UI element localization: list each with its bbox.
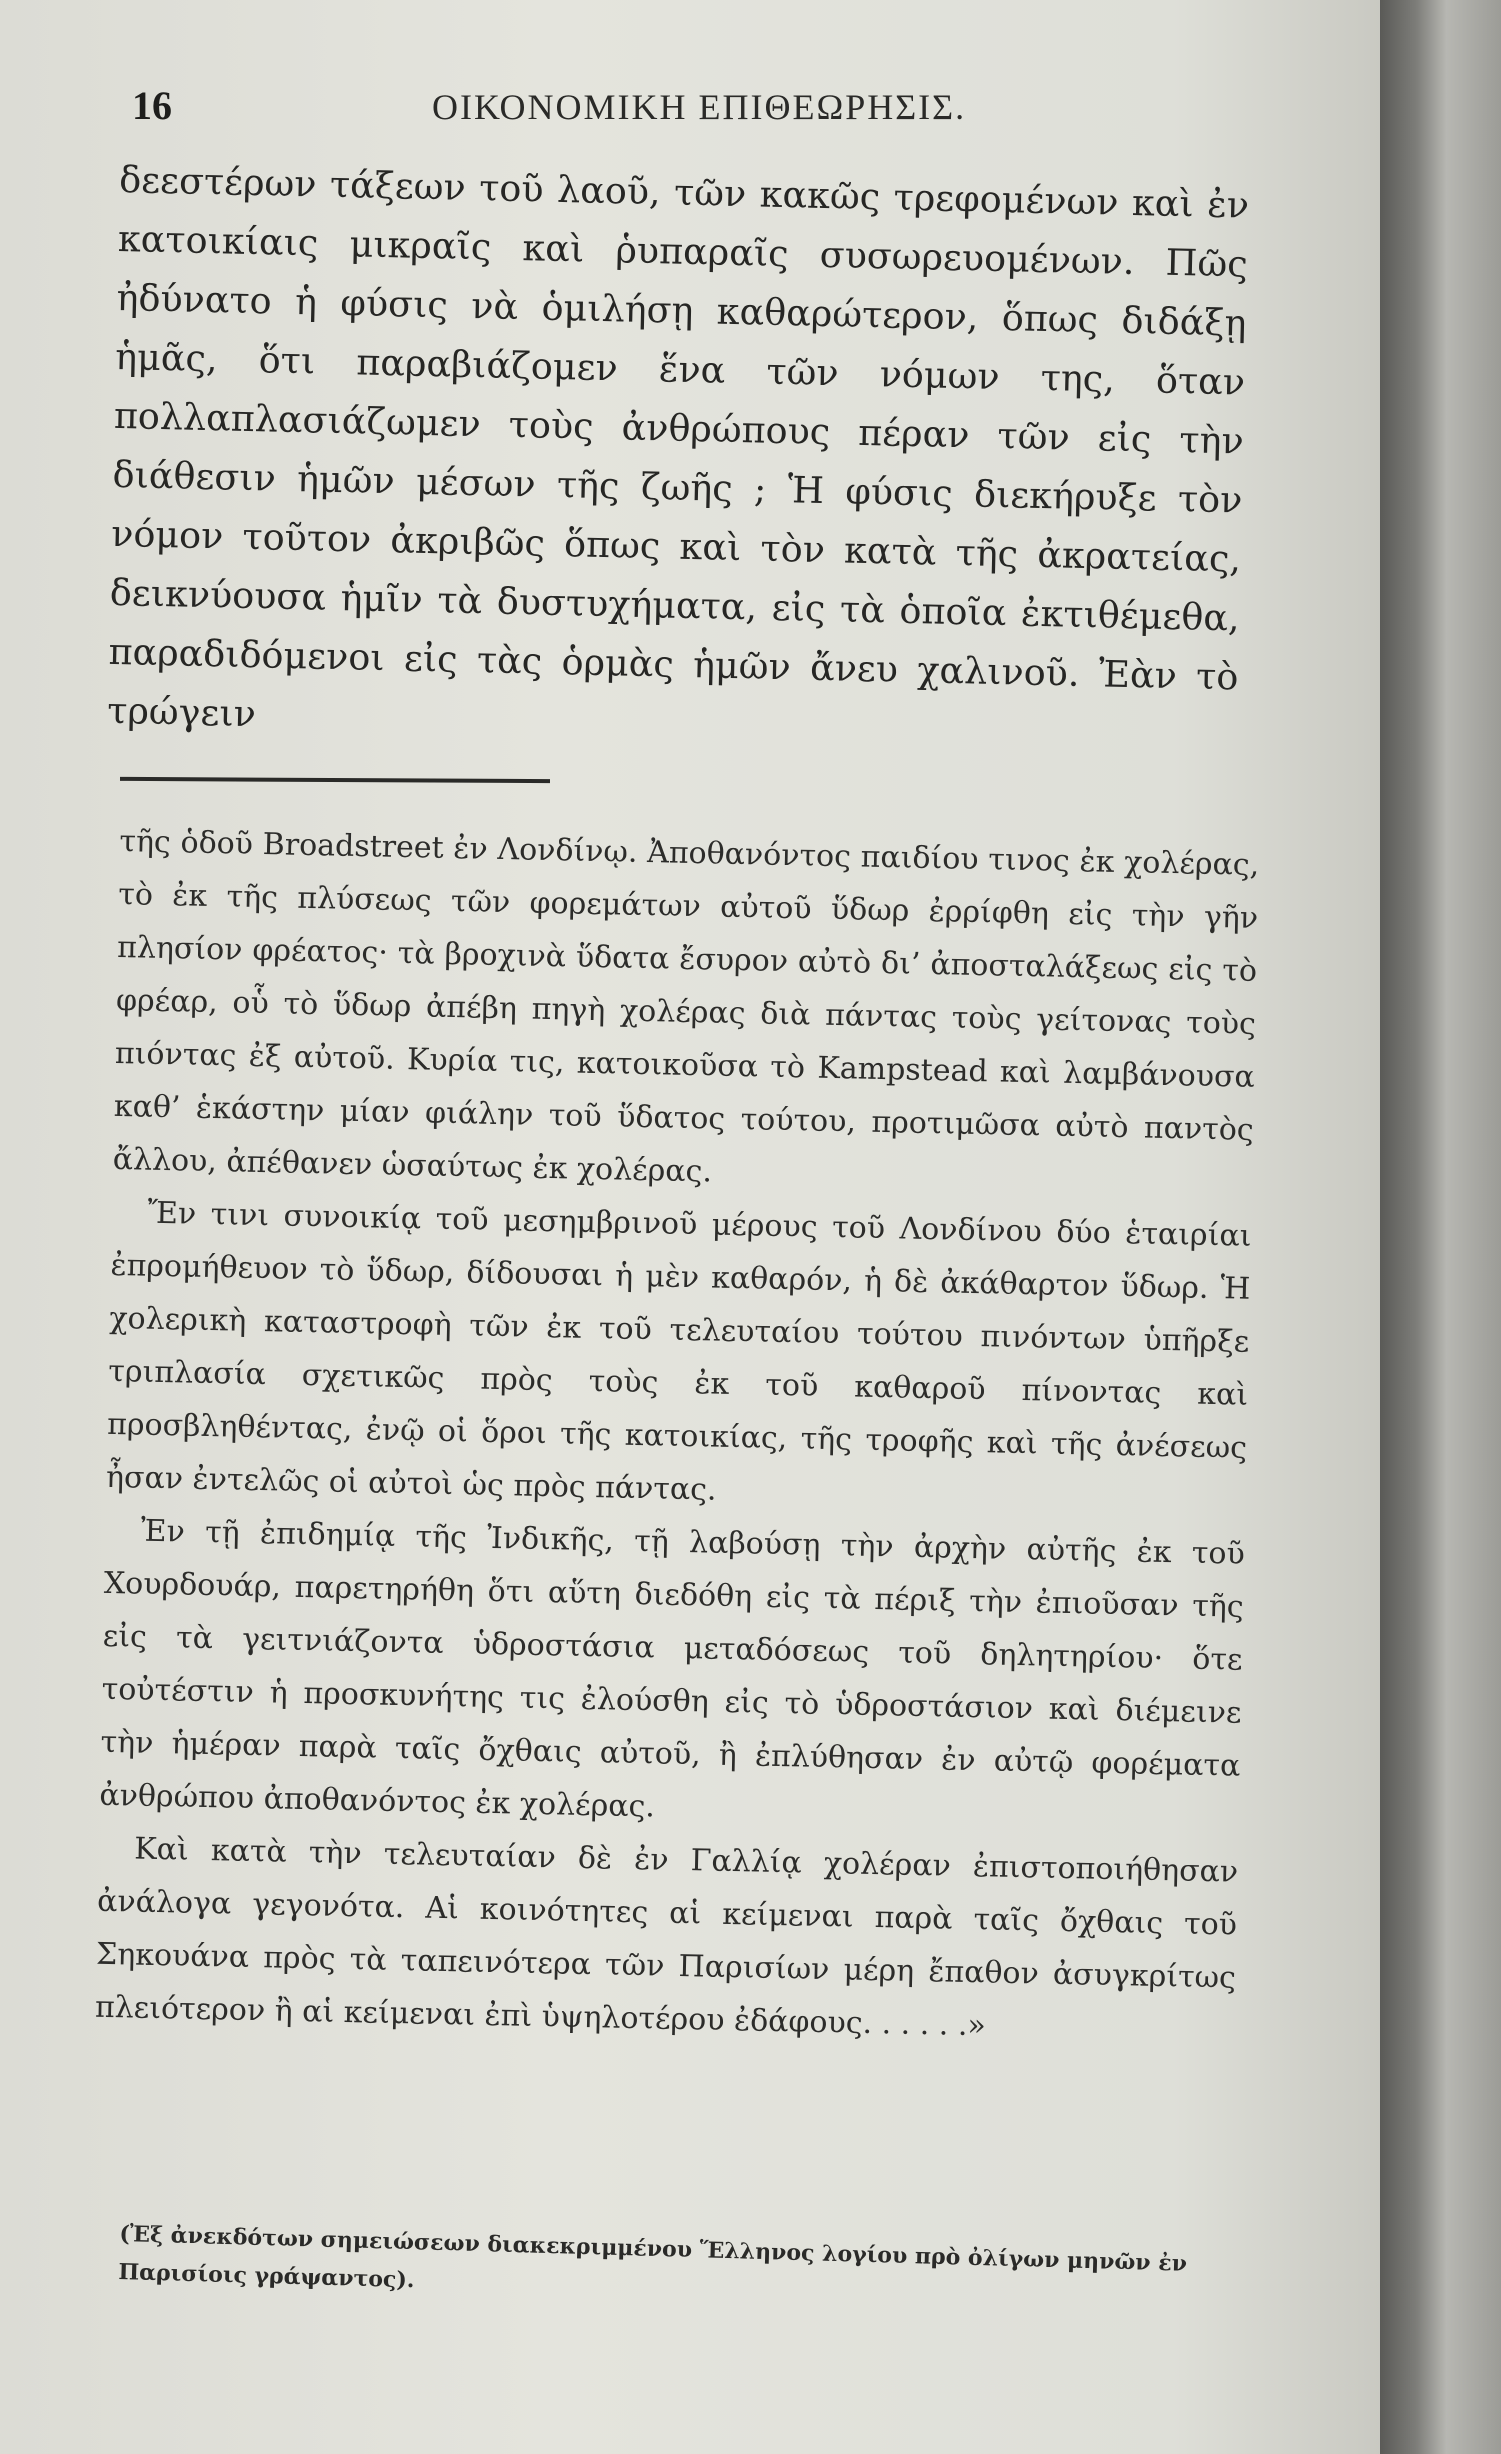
footnote-paragraph: τῆς ὁδοῦ Broadstreet ἐν Λονδίνῳ. Ἀποθανόντος παιδίου τινος ἐκ χολέρας, τὸ ἐκ τῆς πλύσεως τῶν φορεμάτων αὐτοῦ ὕδωρ ἐρρίφθη εἰς τὴν γῆν πλησίον φρέατος· τὰ βροχινὰ ὕδατα ἔσυρον αὐτὸ δι’ ἀποσταλάξεως εἰς τὸ φρέαρ, οὗ τὸ ὕδωρ ἀπέβη πηγὴ χολέρας διὰ πάντας τοὺς γείτονας τοὺς πιόντας ἐξ αὐτοῦ. Κυρία τις, κατοικοῦσα τὸ Kampstead καὶ λαμβάνουσα καθ’ ἑκάστην μίαν φιάλην τοῦ ὕδατος τούτου, προτιμῶσα αὐτὸ παντὸς ἄλλου, ἀπέθανεν ὡσαύτως ἐκ χολέρας.	[112, 823, 1260, 1190]
page-header	[132, 82, 1242, 152]
footnote-divider	[120, 777, 550, 783]
running-head: ΟΙΚΟΝΟΜΙΚΗ ΕΠΙΘΕΩΡΗΣΙΣ.	[432, 87, 967, 127]
footnote-source: (Ἐξ ἀνεκδότων σημειώσεων διακεκριμμένου Ἕλληνος λογίου πρὸ ὀλίγων μηνῶν ἐν Παρισίοις γράψαντος).	[118, 2220, 1188, 2294]
footnote-paragraph: Ἔν τινι συνοικίᾳ τοῦ μεσημβρινοῦ μέρους τοῦ Λονδίνου δύο ἑταιρίαι ἐπρομήθευον τὸ ὕδωρ, δίδουσαι ἡ μὲν καθαρόν, ἡ δὲ ἀκάθαρτον ὕδωρ. Ἡ χολερικὴ καταστροφὴ τῶν ἐκ τοῦ τελευταίου τούτου πινόντων ὑπῆρξε τριπλασία σχετικῶς πρὸς τοὺς ἐκ τοῦ καθαροῦ πίνοντας καὶ προσβληθέντας, ἐνῷ οἱ ὅροι τῆς κατοικίας, τῆς τροφῆς καὶ τῆς ἀνέσεως ἦσαν ἐντελῶς οἱ αὐτοὶ ὡς πρὸς πάντας.	[105, 1195, 1252, 1508]
main-paragraph: δεεστέρων τάξεων τοῦ λαοῦ, τῶν κακῶς τρεφομένων καὶ ἐν κατοικίαις μικραῖς καὶ ῥυπαραῖς συσωρευομένων. Πῶς ἠδύνατο ἡ φύσις νὰ ὁμιλήσῃ καθαρώτερον, ὅπως διδάξῃ ἡμᾶς, ὅτι παραβιάζομεν ἕνα τῶν νόμων της, ὅταν πολλαπλασιάζωμεν τοὺς ἀνθρώπους πέραν τῶν εἰς τὴν διάθεσιν ἡμῶν μέσων τῆς ζωῆς ; Ἡ φύσις διεκήρυξε τὸν νόμον τοῦτον ἀκριβῶς ὅπως καὶ τὸν κατὰ τῆς ἀκρατείας, δεικνύουσα ἡμῖν τὰ δυστυχήματα, εἰς τὰ ὁποῖα ἐκτιθέμεθα, παραδιδόμενοι εἰς τὰς ὁρμὰς ἡμῶν ἄνευ χαλινοῦ. Ἐὰν τὸ τρώγειν	[106, 157, 1250, 736]
footnote	[94, 815, 1259, 2058]
page-number: 16	[132, 83, 172, 128]
footnote-paragraph: Καὶ κατὰ τὴν τελευταίαν δὲ ἐν Γαλλίᾳ χολέραν ἐπιστοποιήθησαν ἀνάλογα γεγονότα. Αἱ κοινότητες αἱ κείμεναι παρὰ ταῖς ὄχθαις τοῦ Σηκουάνα πρὸς τὰ ταπεινότερα τῶν Παρισίων μέρη ἔπαθον ἀσυγκρίτως πλειότερον ἢ αἱ κείμεναι ἐπὶ ὑψηλοτέρου ἐδάφους. . . . . .»	[94, 1831, 1239, 2044]
main-text	[107, 150, 1250, 765]
footnote-paragraph: Ἐν τῇ ἐπιδημίᾳ τῆς Ἰνδικῆς, τῇ λαβούσῃ τὴν ἀρχὴν αὐτῆς ἐκ τοῦ Χουρδουάρ, παρετηρήθη ὅτι αὕτη διεδόθη εἰς τὰ πέριξ τὴν ἐπιοῦσαν τῆς εἰς τὰ γειτνιάζοντα ὑδροστάσια μεταδόσεως τοῦ δηλητηρίου· ὅτε τοὐτέστιν ἡ προσκυνήτης τις ἐλούσθη εἰς τὸ ὑδροστάσιον καὶ διέμεινε τὴν ἡμέραν παρὰ ταῖς ὄχθαις αὐτοῦ, ἢ ἐπλύθησαν ἐν αὐτῷ φορέματα ἀνθρώπου ἀποθανόντος ἐκ χολέρας.	[99, 1513, 1246, 1825]
book-gutter	[1380, 0, 1501, 2454]
